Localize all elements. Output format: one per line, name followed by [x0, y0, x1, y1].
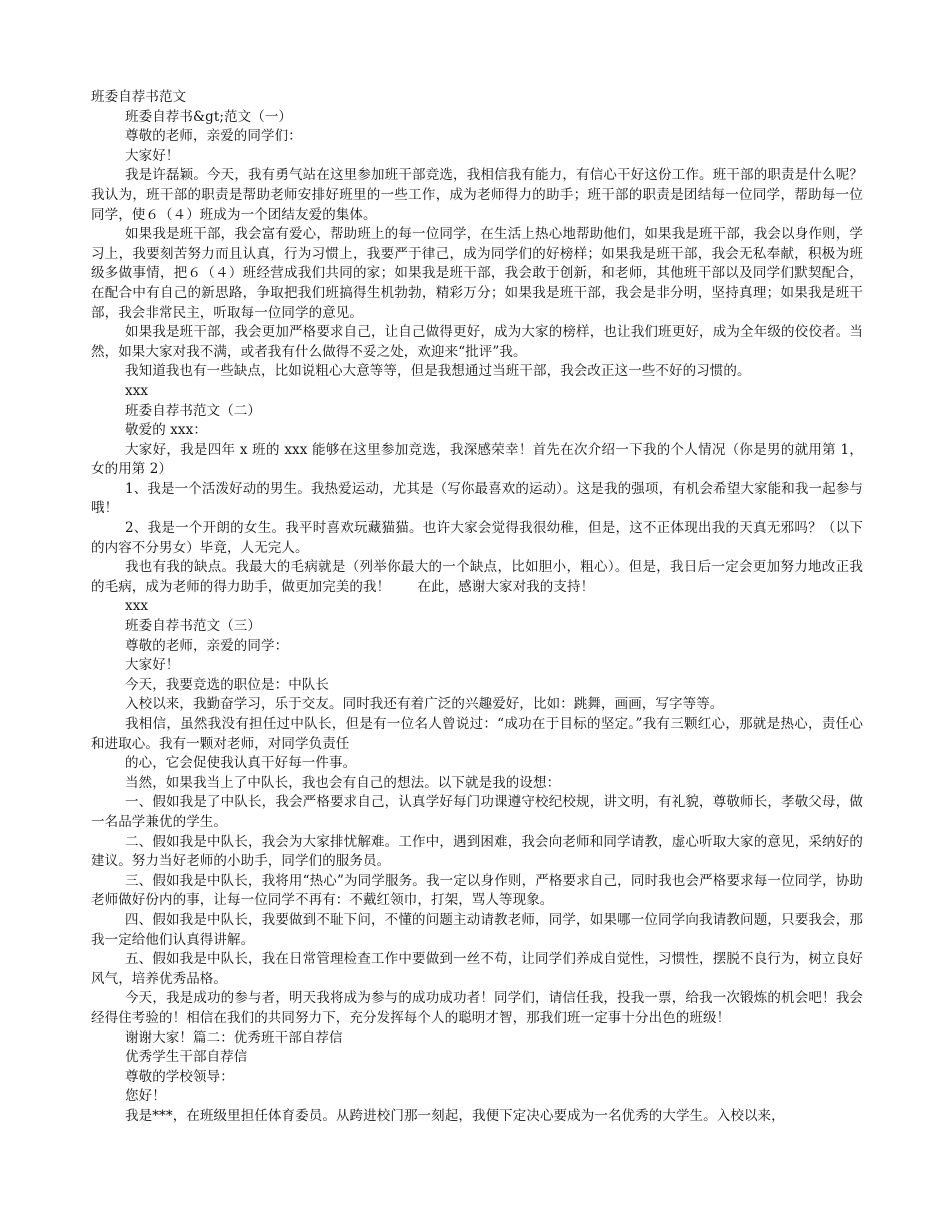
- text-line: 班委自荐书范文（二）: [125, 402, 261, 419]
- paragraph: 我是***，在班级里担任体育委员。从跨进校门那一刻起，我便下定决心要成为一名优秀的大学生。入校以来，: [125, 1107, 785, 1124]
- paragraph: 我是许磊颖。今天，我有勇气站在这里参加班干部竞选，我相信我有能力，有信心干好这份工作。班干部的职责是什么呢？我认为，班干部的职责是帮助老师安排好班里的一些工作，成为老师得力的助手；班干部的职责是团结每一位同学，帮助每一位同学，使６（４）班成为一个团结友爱的集体。: [91, 167, 863, 223]
- document-content: [91, 108, 863, 1127]
- text-line: 敬爱的 xxx：: [125, 422, 207, 439]
- text-line: 尊敬的学校领导：: [125, 1068, 234, 1085]
- text-line: xxx: [125, 598, 149, 615]
- text-line: 大家好！: [125, 657, 180, 674]
- text-line: 班委自荐书&gt;范文（一）: [125, 108, 293, 125]
- paragraph: 我相信，虽然我没有担任过中队长，但是有一位名人曾说过：“成功在于目标的坚定。”我有三颗红心，那就是热心，责任心和进取心。我有一颗对老师，对同学负责任: [91, 716, 863, 752]
- paragraph: 四、假如我是中队长，我要做到不耻下问，不懂的问题主动请教老师，同学，如果哪一位同学向我请教问题，只要我会，那我一定给他们认真得讲解。: [91, 911, 863, 948]
- paragraph: 三、假如我是中队长，我将用“热心”为同学服务。我一定以身作则，严格要求自己，同时我也会严格要求每一位同学，协助老师做好份内的事，让每一位同学不再有：不戴红领巾，打架，骂人等现象。: [91, 872, 863, 909]
- paragraph: 如果我是班干部，我会富有爱心，帮助班上的每一位同学，在生活上热心地帮助他们，如果我是班干部，我会以身作则，学习上，我要刻苦努力而且认真，行为习惯上，我要严于律己，成为同学们的好榜样；如果我是班干部，我会无私奉献，积极为班级多做事情，把６（４）班经营成我们共同的家；如果我是班干部，我会敢于创新，和老师，其他班干部以及同学们默契配合，在配合中有自己的新思路，争取把我们班搞得生机勃勃，精彩万分；如果我是班干部，我会是非分明，坚持真理；如果我是班干部，我会非常民主，听取每一位同学的意见。: [91, 226, 863, 321]
- paragraph: 我知道我也有一些缺点，比如说粗心大意等等，但是我想通过当班干部，我会改正这一些不好的习惯的。: [125, 363, 751, 380]
- text-line: 尊敬的老师，亲爱的同学们：: [125, 128, 302, 145]
- text-line: 的心，它会促使我认真干好每一件事。: [125, 755, 357, 772]
- text-line: 大家好！: [125, 147, 180, 164]
- paragraph: 今天，我是成功的参与者，明天我将成为参与的成功成功者！同学们，请信任我，投我一票，给我一次锻炼的机会吧！我会经得住考验的！相信在我们的共同努力下，充分发挥每个人的聪明才智，那我们班一定事十分出色的班级！: [91, 990, 863, 1026]
- paragraph: 我也有我的缺点。我最大的毛病就是（列举你最大的一个缺点，比如胆小，粗心）。但是，我日后一定会更加努力地改正我的毛病，成为老师的得力助手，做更加完美的我！ 在此，感谢大家对我的支持！: [91, 559, 863, 595]
- text-line: 今天，我要竞选的职位是：中队长: [125, 676, 329, 693]
- text-line: 入校以来，我勤奋学习，乐于交友。同时我还有着广泛的兴趣爱好，比如：跳舞，画画，写字等等。: [125, 696, 724, 713]
- paragraph: 五、假如我是中队长，我在日常管理检查工作中要做到一丝不苟，让同学们养成自觉性，习惯性，摆脱不良行为，树立良好风气，培养优秀品格。: [91, 951, 863, 987]
- text-line: 当然，如果我当上了中队长，我也会有自己的想法。以下就是我的设想：: [125, 774, 561, 791]
- document-title: 班委自荐书范文: [91, 89, 187, 105]
- paragraph: 2、我是一个开朗的女生。我平时喜欢玩藏猫猫。也许大家会觉得我很幼稚，但是，这不正体现出我的天真无邪吗？（以下的内容不分男女）毕竟，人无完人。: [91, 520, 863, 556]
- text-line: 尊敬的老师，亲爱的同学：: [125, 637, 289, 654]
- document-body: [91, 88, 863, 1126]
- paragraph: 大家好，我是四年 x 班的 xxx 能够在这里参加竞选，我深感荣幸！首先在次介绍一下我的个人情况（你是男的就用第 1，女的用第 2）: [91, 441, 863, 478]
- text-line: 班委自荐书范文（三）: [125, 618, 261, 635]
- paragraph: 1、我是一个活泼好动的男生。我热爱运动，尤其是（写你最喜欢的运动）。这是我的强项，有机会希望大家能和我一起参与哦！: [91, 480, 863, 517]
- text-line: 优秀学生干部自荐信: [125, 1049, 248, 1066]
- text-line: 您好！: [125, 1088, 166, 1105]
- paragraph: 二、假如我是中队长，我会为大家排忧解难。工作中，遇到困难，我会向老师和同学请教，虚心听取大家的意见，采纳好的建议。努力当好老师的小助手，同学们的服务员。: [91, 833, 863, 870]
- text-line: 谢谢大家！篇二：优秀班干部自荐信: [125, 1029, 343, 1046]
- paragraph: 如果我是班干部，我会更加严格要求自己，让自己做得更好，成为大家的榜样，也让我们班更好，成为全年级的佼佼者。当然，如果大家对我不满，或者我有什么做得不妥之处，欢迎来“批评”我。: [91, 324, 863, 360]
- text-line: xxx: [125, 382, 149, 399]
- paragraph: 一、假如我是了中队长，我会严格要求自己，认真学好每门功课遵守校纪校规，讲文明，有礼貌，尊敬师长，孝敬父母，做一名品学兼优的学生。: [91, 794, 863, 830]
